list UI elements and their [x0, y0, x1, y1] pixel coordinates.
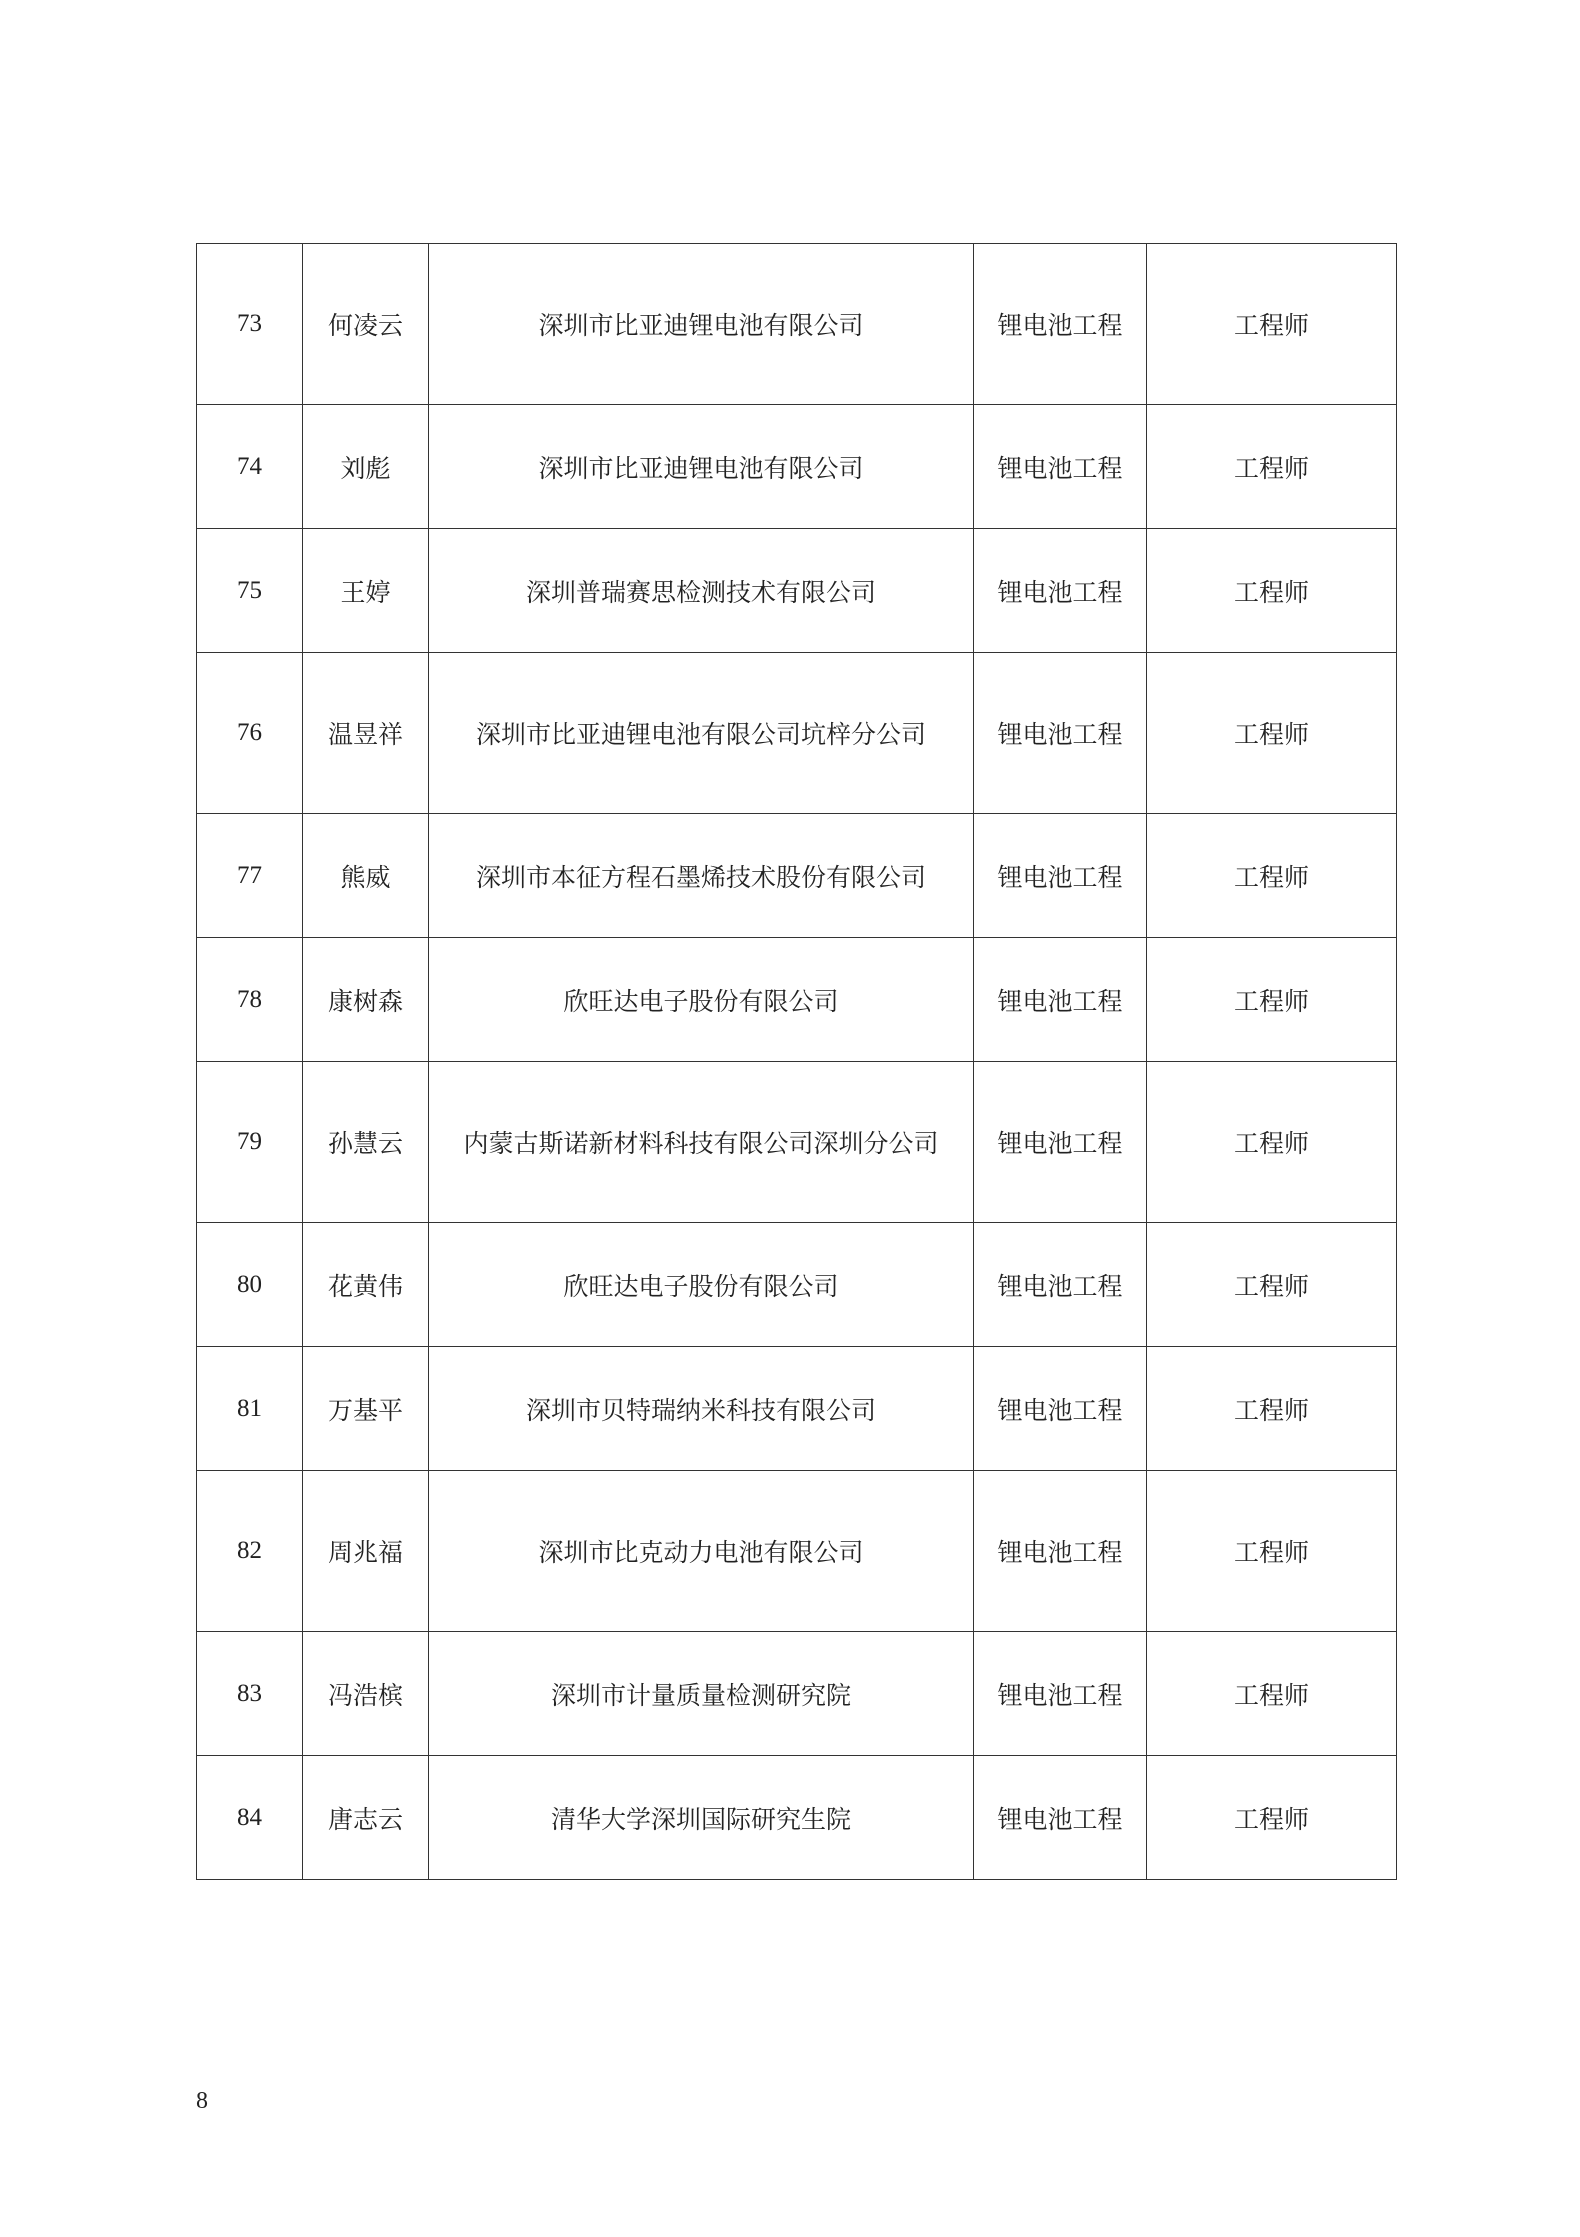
table-row [197, 653, 1397, 814]
major: 锂电池工程 [974, 653, 1147, 814]
person-name: 周兆福 [303, 1471, 429, 1632]
table-row [197, 1347, 1397, 1471]
major: 锂电池工程 [974, 1632, 1147, 1756]
organization: 内蒙古斯诺新材料科技有限公司深圳分公司 [429, 1062, 974, 1223]
job-title: 工程师 [1147, 1223, 1397, 1347]
table-row [197, 1471, 1397, 1632]
job-title: 工程师 [1147, 405, 1397, 529]
organization: 深圳市贝特瑞纳米科技有限公司 [429, 1347, 974, 1471]
row-number: 74 [197, 405, 303, 529]
job-title: 工程师 [1147, 244, 1397, 405]
major: 锂电池工程 [974, 1347, 1147, 1471]
row-number: 78 [197, 938, 303, 1062]
row-number: 79 [197, 1062, 303, 1223]
person-name: 刘彪 [303, 405, 429, 529]
person-name: 熊威 [303, 814, 429, 938]
row-number: 82 [197, 1471, 303, 1632]
job-title: 工程师 [1147, 1756, 1397, 1880]
organization: 深圳市比亚迪锂电池有限公司 [429, 405, 974, 529]
person-name: 花黄伟 [303, 1223, 429, 1347]
row-number: 84 [197, 1756, 303, 1880]
job-title: 工程师 [1147, 1062, 1397, 1223]
job-title: 工程师 [1147, 1347, 1397, 1471]
row-number: 75 [197, 529, 303, 653]
job-title: 工程师 [1147, 938, 1397, 1062]
major: 锂电池工程 [974, 1471, 1147, 1632]
table-row [197, 938, 1397, 1062]
row-number: 80 [197, 1223, 303, 1347]
major: 锂电池工程 [974, 814, 1147, 938]
row-number: 83 [197, 1632, 303, 1756]
personnel-table [196, 243, 1397, 1880]
person-name: 康树森 [303, 938, 429, 1062]
organization: 深圳普瑞赛思检测技术有限公司 [429, 529, 974, 653]
person-name: 何凌云 [303, 244, 429, 405]
row-number: 73 [197, 244, 303, 405]
organization: 深圳市计量质量检测研究院 [429, 1632, 974, 1756]
person-name: 冯浩槟 [303, 1632, 429, 1756]
major: 锂电池工程 [974, 938, 1147, 1062]
row-number: 81 [197, 1347, 303, 1471]
major: 锂电池工程 [974, 529, 1147, 653]
major: 锂电池工程 [974, 1223, 1147, 1347]
page-number: 8 [196, 2088, 208, 2114]
row-number: 76 [197, 653, 303, 814]
organization: 深圳市比亚迪锂电池有限公司坑梓分公司 [429, 653, 974, 814]
major: 锂电池工程 [974, 1756, 1147, 1880]
major: 锂电池工程 [974, 1062, 1147, 1223]
person-name: 万基平 [303, 1347, 429, 1471]
job-title: 工程师 [1147, 653, 1397, 814]
person-name: 唐志云 [303, 1756, 429, 1880]
job-title: 工程师 [1147, 1471, 1397, 1632]
job-title: 工程师 [1147, 529, 1397, 653]
table-row [197, 1062, 1397, 1223]
major: 锂电池工程 [974, 405, 1147, 529]
job-title: 工程师 [1147, 1632, 1397, 1756]
table-row [197, 1756, 1397, 1880]
table-row [197, 1223, 1397, 1347]
row-number: 77 [197, 814, 303, 938]
job-title: 工程师 [1147, 814, 1397, 938]
table-row [197, 529, 1397, 653]
organization: 清华大学深圳国际研究生院 [429, 1756, 974, 1880]
table-row [197, 405, 1397, 529]
organization: 深圳市本征方程石墨烯技术股份有限公司 [429, 814, 974, 938]
person-name: 王婷 [303, 529, 429, 653]
major: 锂电池工程 [974, 244, 1147, 405]
table-row [197, 1632, 1397, 1756]
organization: 深圳市比克动力电池有限公司 [429, 1471, 974, 1632]
person-name: 温昱祥 [303, 653, 429, 814]
organization: 深圳市比亚迪锂电池有限公司 [429, 244, 974, 405]
table-row [197, 814, 1397, 938]
organization: 欣旺达电子股份有限公司 [429, 1223, 974, 1347]
organization: 欣旺达电子股份有限公司 [429, 938, 974, 1062]
person-name: 孙慧云 [303, 1062, 429, 1223]
table-row [197, 244, 1397, 405]
